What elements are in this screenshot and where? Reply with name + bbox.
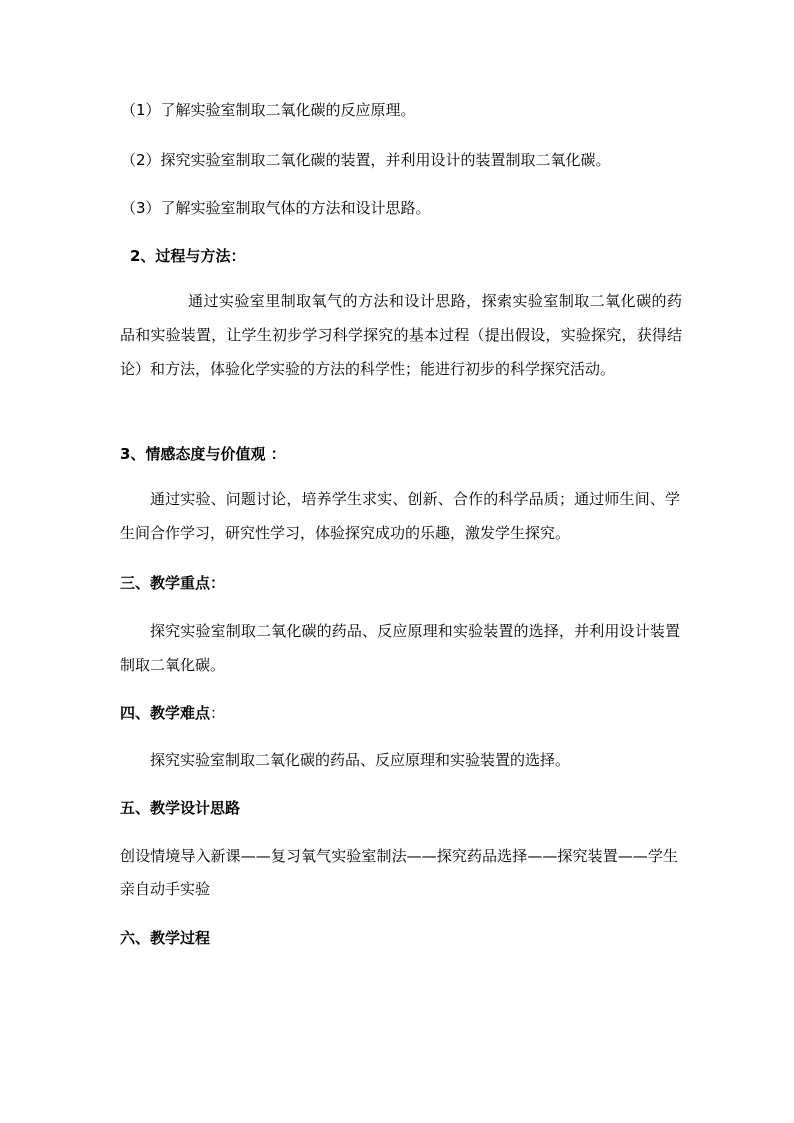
difficult-points-heading: 四、教学难点 [120, 704, 211, 722]
design-idea-heading: 五、教学设计思路 [120, 799, 241, 817]
difficult-points-colon: ： [210, 704, 226, 722]
emotion-values-body: 通过实验、问题讨论，培养学生求实、创新、合作的科学品质；通过师生间、学生间合作学习，研究性学习，体验探究成功的乐趣，激发学生探究。 [120, 490, 680, 542]
objective-item-2: （2）探究实验室制取二氧化碳的装置，并利用设计的装置制取二氧化碳。 [121, 151, 611, 169]
objective-item-1: （1）了解实验室制取二氧化碳的反应原理。 [121, 101, 416, 119]
difficult-points-body: 探究实验室制取二氧化碳的药品、反应原理和实验装置的选择。 [150, 751, 571, 769]
objective-item-3: （3）了解实验室制取气体的方法和设计思路。 [121, 199, 431, 217]
difficult-points-heading-line [120, 703, 225, 723]
emotion-values-heading: 3、情感态度与价值观 ： [120, 445, 286, 463]
process-method-body: 通过实验室里制取氧气的方法和设计思路，探索实验室制取二氧化碳的药品和实验装置，让学生初步学习科学探究的基本过程（提出假设，实验探究，获得结论）和方法，体验化学实验的方法的科学性；能进行初步的科学探究活动。 [120, 292, 682, 378]
teaching-process-heading: 六、教学过程 [120, 929, 211, 947]
process-method-heading: 2、过程与方法： [130, 247, 246, 265]
key-points-heading: 三、教学重点： [120, 574, 226, 592]
key-points-body: 探究实验室制取二氧化碳的药品、反应原理和实验装置的选择，并利用设计装置制取二氧化碳。 [120, 622, 680, 674]
design-idea-body: 创设情境导入新课——复习氧气实验室制法——探究药品选择——探究装置——学生亲自动手实验 [120, 847, 678, 898]
